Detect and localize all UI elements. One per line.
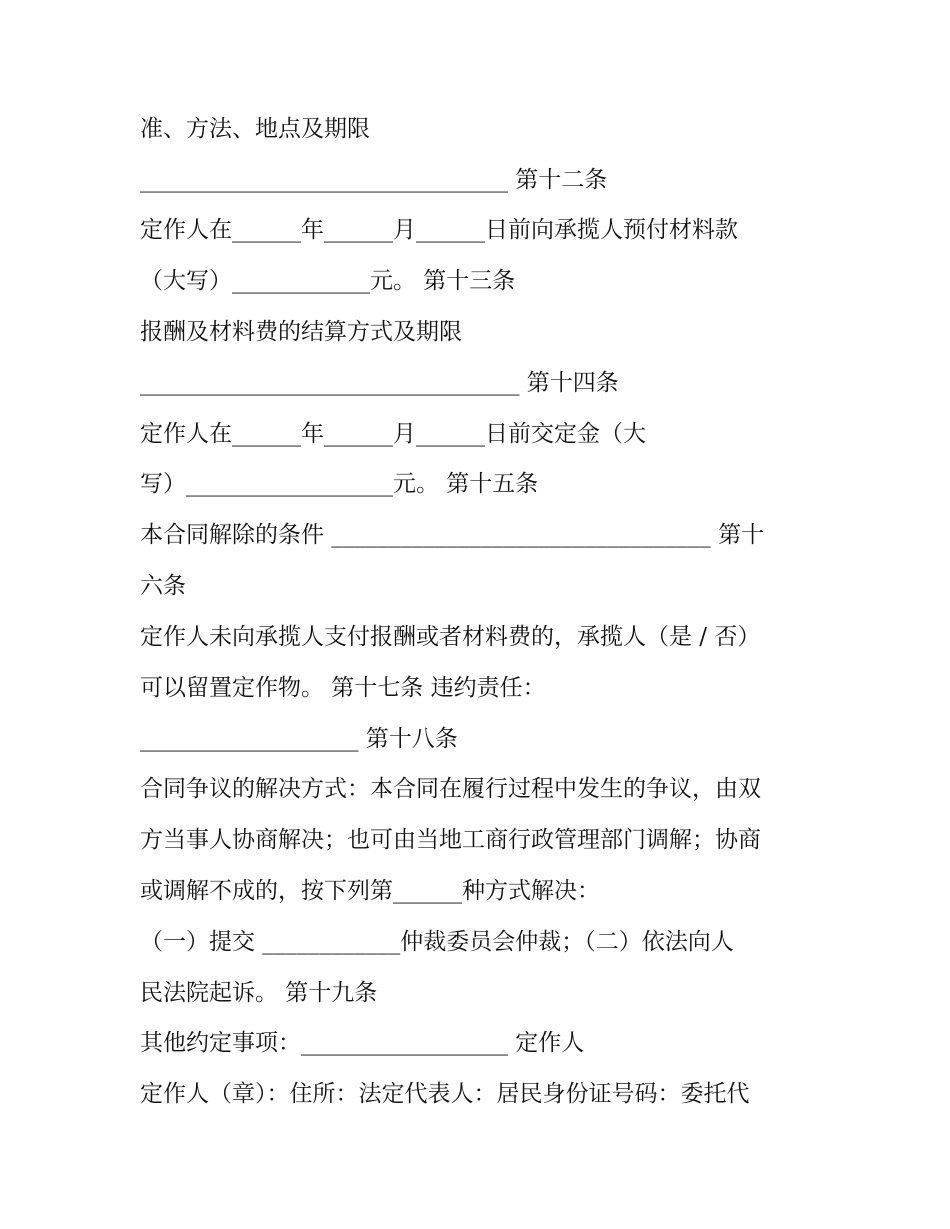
text-line-4: （大写）____________元。 第十三条 (140, 268, 516, 294)
text-line-5: 报酬及材料费的结算方式及期限 (140, 319, 462, 345)
text-line-19: 其他约定事项：__________________ 定作人 (140, 1030, 585, 1056)
text-line-20: 定作人（章）：住所：法定代表人：居民身份证号码：委托代 (140, 1081, 750, 1107)
text-line-6: _________________________________ 第十四条 (140, 370, 619, 396)
text-line-1: 准、方法、地点及期限 (140, 116, 370, 142)
text-line-2: ________________________________ 第十二条 (140, 167, 608, 193)
text-line-3: 定作人在______年______月______日前向承揽人预付材料款 (140, 217, 738, 243)
text-line-9: 本合同解除的条件 _________________________________ 第十 (140, 522, 765, 548)
text-line-10: 六条 (140, 573, 186, 599)
text-line-8: 写）__________________元。 第十五条 (140, 471, 539, 497)
text-line-16: 或调解不成的，按下列第______种方式解决： (140, 878, 600, 904)
text-line-7: 定作人在______年______月______日前交定金（大 (140, 421, 646, 447)
text-line-13: ___________________ 第十八条 (140, 726, 458, 752)
text-line-11: 定作人未向承揽人支付报酬或者材料费的，承揽人（是 / 否） (140, 624, 761, 650)
text-line-14: 合同争议的解决方式：本合同在履行过程中发生的争议，由双 (140, 776, 761, 802)
text-line-18: 民法院起诉。 第十九条 (140, 980, 378, 1006)
text-line-15: 方当事人协商解决；也可由当地工商行政管理部门调解；协商 (140, 827, 761, 853)
text-line-17: （一）提交 ____________仲裁委员会仲裁；（二）依法向人 (140, 929, 734, 955)
text-line-12: 可以留置定作物。 第十七条 违约责任： (140, 675, 546, 701)
